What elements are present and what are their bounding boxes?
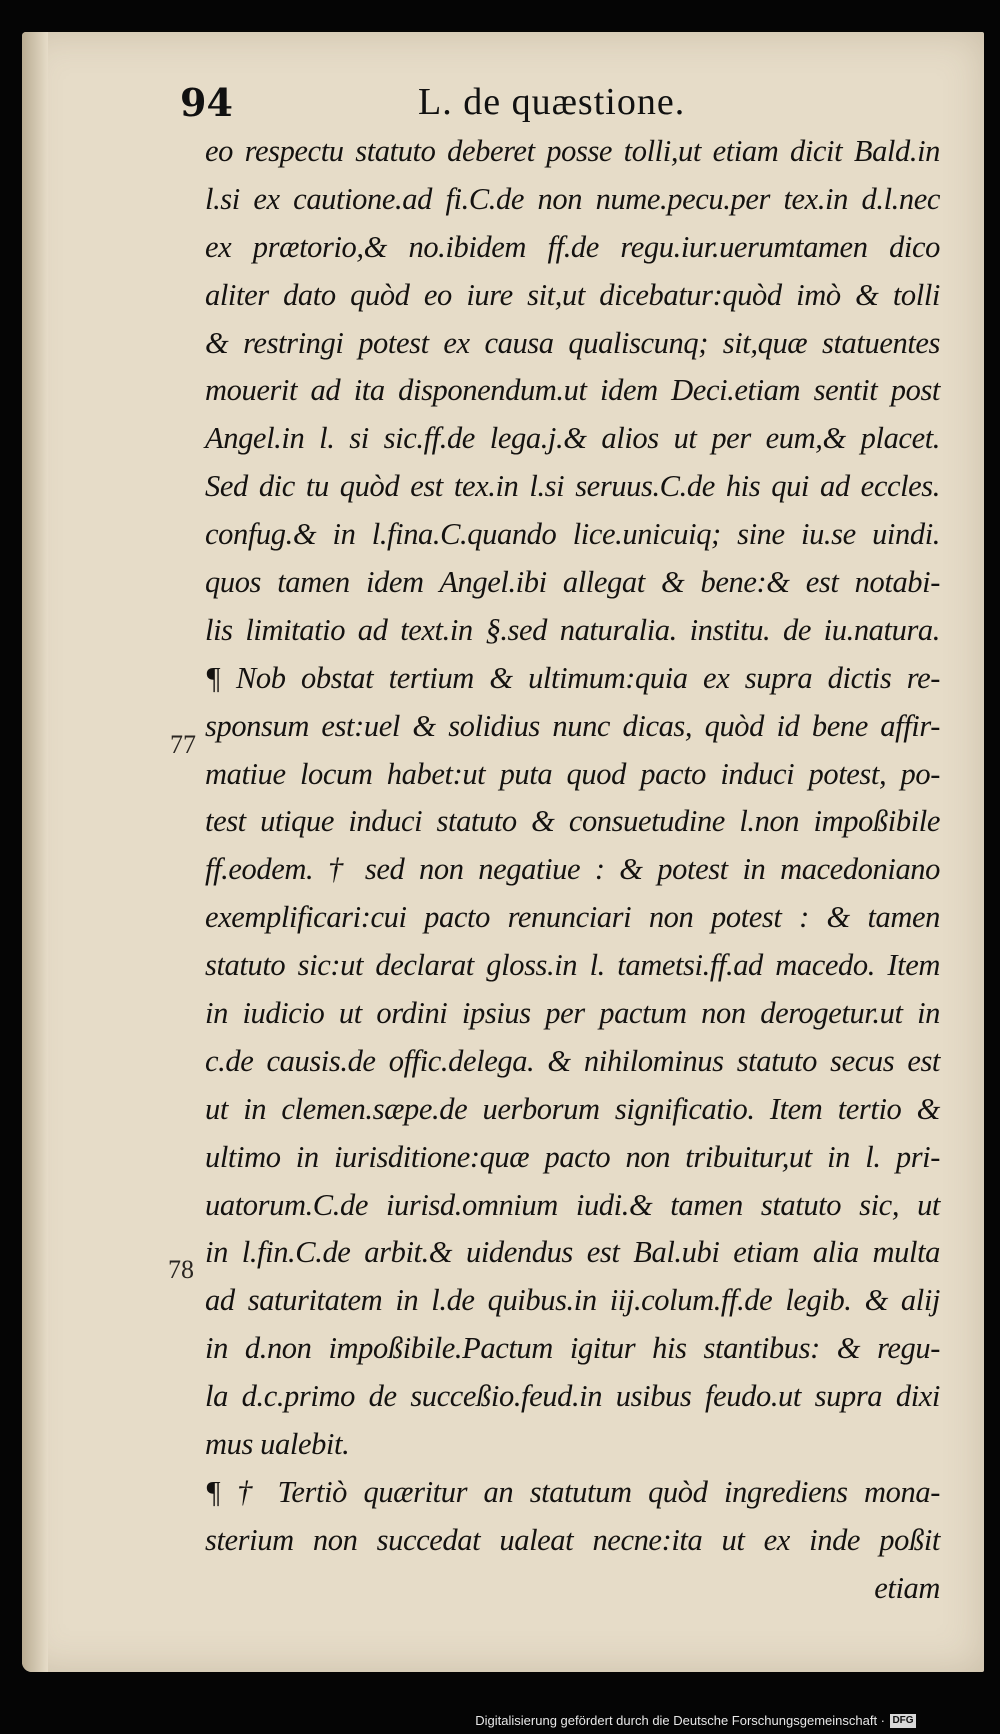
- text-line: c.de causis.de offic.delega. & nihilominus statuto secus est: [205, 1043, 940, 1078]
- text-line: ad saturitatem in l.de quibus.in iij.colum.ff.de legib. & alij: [205, 1283, 940, 1318]
- text-line: in d.non impoßibile.Pactum igitur his stantibus: & regu-: [205, 1331, 940, 1366]
- text-line: ultimo in iurisditione:quæ pacto non tribuitur,ut in l. pri-: [205, 1139, 940, 1174]
- text-line: aliter dato quòd eo iure sit,ut dicebatur:quòd imò & tolli: [205, 277, 940, 312]
- text-line: mus ualebit.: [205, 1427, 350, 1462]
- text-line: l.si ex cautione.ad fi.C.de non nume.pecu.per tex.in d.l.nec: [205, 181, 940, 216]
- text-line: sponsum est:uel & solidius nunc dicas, quòd id bene affir-: [205, 708, 940, 743]
- text-line: test utique induci statuto & consuetudine l.non impoßibile: [205, 804, 940, 839]
- text-line: uatorum.C.de iurisd.omnium iudi.& tamen statuto sic, ut: [205, 1187, 940, 1222]
- text-line: mouerit ad ita disponendum.ut idem Deci.etiam sentit post: [205, 373, 940, 408]
- text-line: ut in clemen.sæpe.de uerborum significatio. Item tertio &: [205, 1091, 940, 1126]
- margin-number: 77: [170, 730, 196, 759]
- text-line: ¶ † Tertiò quæritur an statutum quòd ingrediens mona-: [205, 1474, 940, 1509]
- text-line: Sed dic tu quòd est tex.in l.si seruus.C.de his qui ad eccles.: [205, 469, 940, 504]
- text-line: exemplificari:cui pacto renunciari non potest : & tamen: [205, 900, 940, 935]
- text-line: la d.c.primo de succeßio.feud.in usibus feudo.ut supra dixi: [205, 1379, 940, 1414]
- text-line: Angel.in l. si sic.ff.de lega.j.& alios ut per eum,& placet.: [205, 421, 940, 456]
- text-line: ff.eodem. † sed non negatiue : & potest in macedoniano: [205, 852, 940, 887]
- text-line: matiue locum habet:ut puta quod pacto induci potest, po-: [205, 756, 940, 791]
- text-line: in iudicio ut ordini ipsius per pactum non derogetur.ut in: [205, 996, 940, 1031]
- text-line: confug.& in l.fina.C.quando lice.unicuiq; sine iu.se uindi.: [205, 517, 940, 552]
- text-line: sterium non succedat ualeat necne:ita ut ex inde poßit: [205, 1522, 940, 1557]
- margin-number: 78: [168, 1255, 194, 1284]
- text-line: in l.fin.C.de arbit.& uidendus est Bal.ubi etiam alia multa: [205, 1235, 940, 1270]
- digitization-credit: Digitalisierung gefördert durch die Deutsche Forschungsgemeinschaft ·: [475, 1713, 885, 1728]
- body-text: [205, 128, 940, 1613]
- text-line: quos tamen idem Angel.ibi allegat & bene:& est notabi-: [205, 565, 940, 600]
- text-line: eo respectu statuto deberet posse tolli,ut etiam dicit Bald.in: [205, 134, 940, 168]
- catchword: etiam: [874, 1570, 940, 1605]
- page-number: 94: [180, 80, 233, 125]
- text-line: ¶ Nob obstat tertium & ultimum:quia ex supra dictis re-: [205, 660, 940, 695]
- text-line: lis limitatio ad text.in §.sed naturalia. institu. de iu.natura.: [205, 612, 940, 647]
- page-gutter-shadow: [22, 32, 48, 1672]
- text-line: & restringi potest ex causa qualiscunq; sit,quæ statuentes: [205, 325, 940, 360]
- running-head: L. de quæstione.: [418, 81, 686, 123]
- dfg-logo: DFG: [890, 1714, 916, 1728]
- text-line: statuto sic:ut declarat gloss.in l. tametsi.ff.ad macedo. Item: [205, 948, 940, 983]
- text-line: ex prætorio,& no.ibidem ff.de regu.iur.uerumtamen dico: [205, 229, 940, 264]
